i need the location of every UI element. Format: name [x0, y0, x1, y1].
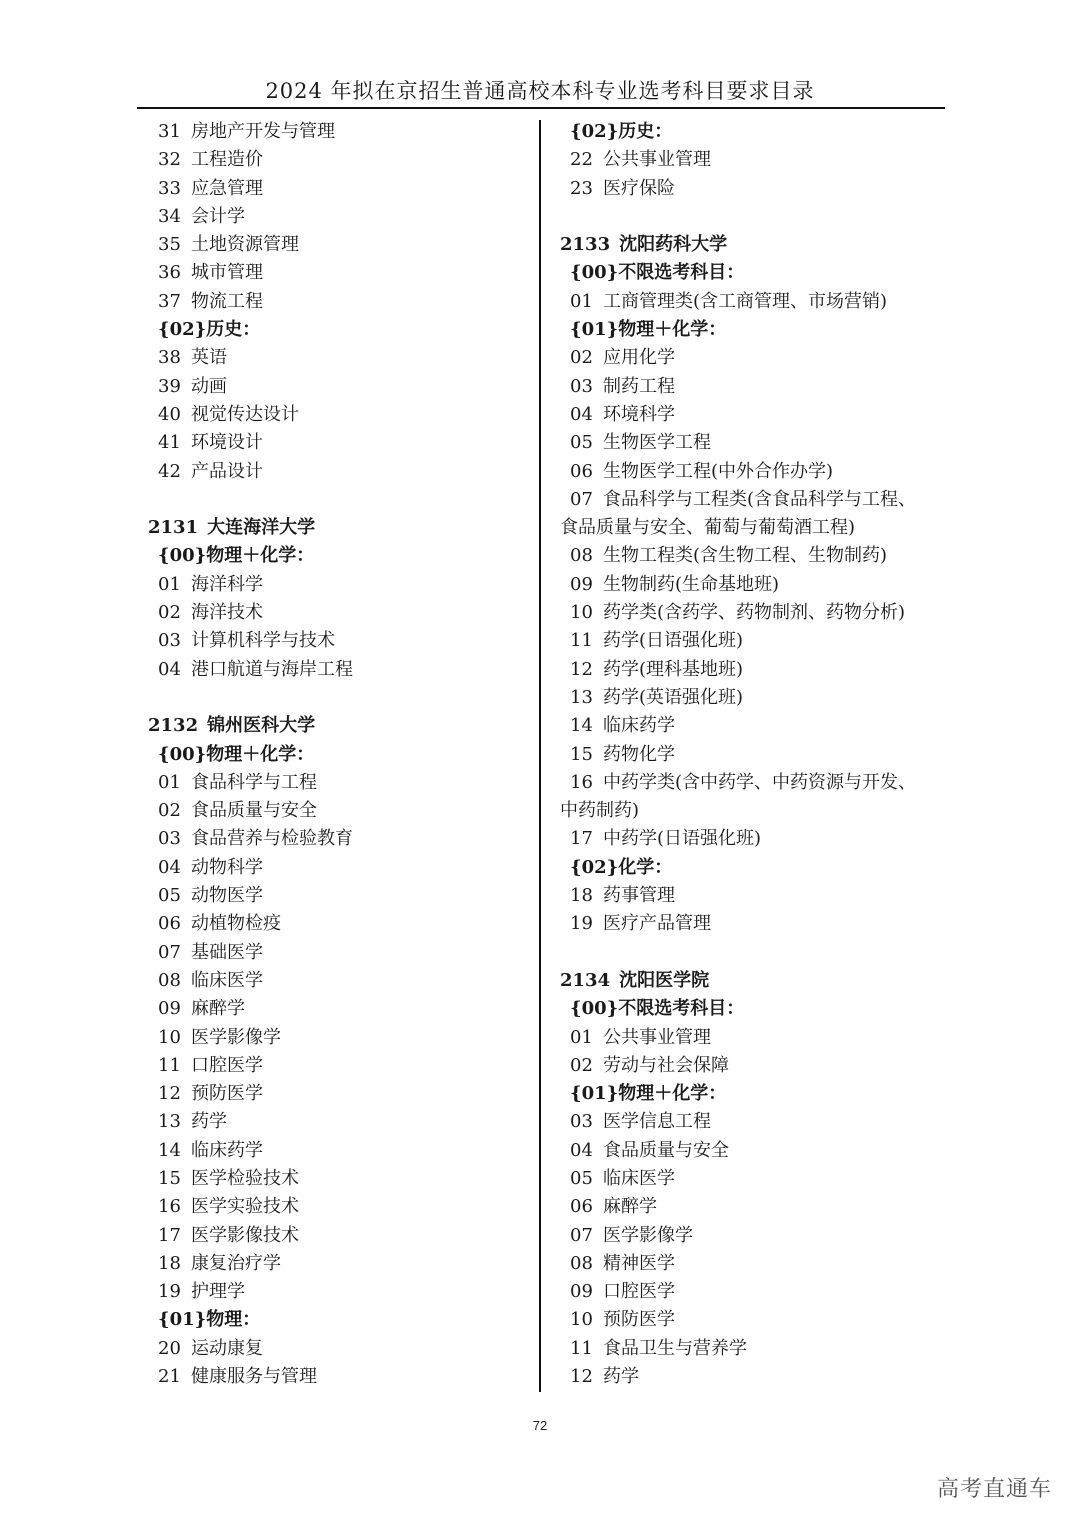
major-item — [560, 288, 945, 316]
major-code: 03 — [158, 630, 181, 652]
major-item — [148, 1080, 530, 1108]
major-code: 41 — [158, 432, 181, 454]
major-item — [148, 1052, 530, 1080]
major-name: 药学(英语强化班) — [603, 686, 744, 708]
major-name: 康复治疗学 — [191, 1252, 281, 1274]
major-code: 17 — [570, 828, 593, 850]
subject-requirement: {01}物理＋化学： — [570, 1083, 727, 1105]
school-heading — [148, 514, 530, 542]
major-name: 护理学 — [191, 1281, 245, 1303]
right-column — [560, 118, 945, 1391]
major-name: 医学信息工程 — [603, 1111, 711, 1133]
subject-requirement: {00}物理＋化学： — [158, 545, 315, 567]
major-name: 英语 — [191, 347, 227, 369]
major-name: 生物医学工程 — [603, 432, 711, 454]
major-code: 33 — [158, 177, 181, 199]
major-item — [560, 1222, 945, 1250]
major-item — [560, 882, 945, 910]
major-name: 中药学(日语强化班) — [603, 828, 762, 850]
major-name: 劳动与社会保障 — [603, 1054, 729, 1076]
school-code: 2134 — [560, 969, 611, 991]
major-item — [148, 769, 530, 797]
major-code: 31 — [158, 121, 181, 142]
major-item — [560, 910, 945, 938]
major-item — [560, 175, 945, 203]
major-name: 临床医学 — [191, 969, 263, 991]
major-name: 医学影像学 — [603, 1224, 693, 1246]
school-heading — [148, 712, 530, 740]
major-code: 34 — [158, 205, 181, 227]
major-code: 11 — [570, 1337, 593, 1359]
major-code: 04 — [570, 1139, 593, 1161]
page-title: 2024 年拟在京招生普通高校本科专业选考科目要求目录 — [265, 79, 815, 103]
subject-requirement: {01}物理： — [158, 1309, 261, 1331]
major-name: 港口航道与海岸工程 — [191, 658, 353, 680]
major-name: 口腔医学 — [603, 1281, 675, 1303]
major-code: 12 — [570, 1366, 593, 1388]
major-item — [148, 1363, 530, 1391]
major-name: 应用化学 — [603, 347, 675, 369]
major-item — [148, 118, 530, 146]
major-item — [148, 1137, 530, 1165]
major-item — [148, 854, 530, 882]
major-code: 09 — [158, 998, 181, 1020]
major-code: 15 — [570, 743, 593, 765]
major-code: 18 — [570, 885, 593, 907]
major-name: 生物制药(生命基地班) — [603, 573, 780, 595]
major-continuation: 食品质量与安全、葡萄与葡萄酒工程) — [560, 517, 856, 539]
left-column — [148, 118, 530, 1391]
major-code: 04 — [158, 658, 181, 680]
major-item — [560, 1165, 945, 1193]
page-number: 72 — [532, 1418, 548, 1433]
major-name: 临床药学 — [603, 715, 675, 737]
major-code: 39 — [158, 375, 181, 397]
major-code: 08 — [570, 1252, 593, 1274]
major-name: 制药工程 — [603, 375, 675, 397]
major-item — [148, 571, 530, 599]
major-code: 11 — [570, 630, 593, 652]
major-code: 08 — [158, 969, 181, 991]
major-item — [148, 825, 530, 853]
major-item — [560, 429, 945, 457]
school-name: 沈阳医学院 — [619, 969, 710, 991]
major-item — [560, 825, 945, 853]
major-name: 产品设计 — [191, 460, 263, 482]
major-code: 13 — [158, 1111, 181, 1133]
major-item — [560, 1193, 945, 1221]
major-item — [560, 1137, 945, 1165]
major-name: 药学类(含药学、药物制剂、药物分析) — [603, 602, 906, 624]
major-name: 公共事业管理 — [603, 1026, 711, 1048]
subject-requirement: {02}历史： — [158, 319, 261, 341]
major-name: 食品营养与检验教育 — [191, 828, 353, 850]
major-code: 36 — [158, 262, 181, 284]
major-code: 17 — [158, 1224, 181, 1246]
major-item — [560, 599, 945, 627]
major-code: 15 — [158, 1167, 181, 1189]
major-code: 32 — [158, 149, 181, 171]
major-code: 16 — [158, 1196, 181, 1218]
major-code: 04 — [570, 403, 593, 425]
blank-line — [560, 939, 945, 967]
major-code: 08 — [570, 545, 593, 567]
major-code: 05 — [158, 885, 181, 907]
major-name: 医学影像学 — [191, 1026, 281, 1048]
major-item — [560, 1363, 945, 1391]
major-code: 10 — [158, 1026, 181, 1048]
major-item — [148, 1193, 530, 1221]
major-name: 海洋技术 — [191, 602, 263, 624]
major-name: 药事管理 — [603, 885, 675, 907]
major-name: 物流工程 — [191, 290, 263, 312]
major-item — [560, 571, 945, 599]
school-name: 沈阳药科大学 — [619, 234, 728, 256]
major-code: 10 — [570, 602, 593, 624]
major-code: 02 — [158, 602, 181, 624]
subject-requirement: {02}历史： — [570, 121, 673, 142]
major-code: 03 — [570, 1111, 593, 1133]
major-name: 医学实验技术 — [191, 1196, 299, 1218]
major-code: 09 — [570, 573, 593, 595]
major-item — [148, 175, 530, 203]
major-code: 07 — [570, 1224, 593, 1246]
major-name: 药学 — [603, 1366, 639, 1388]
major-code: 07 — [570, 488, 593, 510]
major-name: 预防医学 — [191, 1083, 263, 1105]
major-code: 19 — [570, 913, 593, 935]
major-item — [148, 458, 530, 486]
major-item — [148, 656, 530, 684]
major-name: 中药学类(含中药学、中药资源与开发、 — [603, 771, 917, 793]
major-item — [148, 259, 530, 287]
major-name: 动画 — [191, 375, 227, 397]
major-code: 14 — [158, 1139, 181, 1161]
major-name: 食品质量与安全 — [191, 800, 317, 822]
major-name: 医学检验技术 — [191, 1167, 299, 1189]
major-name: 动植物检疫 — [191, 913, 281, 935]
major-code: 06 — [158, 913, 181, 935]
major-code: 12 — [570, 658, 593, 680]
major-name: 麻醉学 — [191, 998, 245, 1020]
major-code: 02 — [570, 1054, 593, 1076]
major-item — [560, 458, 945, 486]
major-name: 医疗产品管理 — [603, 913, 711, 935]
major-code: 22 — [570, 149, 593, 171]
major-name: 环境科学 — [603, 403, 675, 425]
major-item — [148, 288, 530, 316]
major-code: 05 — [570, 432, 593, 454]
school-code: 2133 — [560, 234, 611, 256]
major-name: 动物医学 — [191, 885, 263, 907]
major-code: 03 — [158, 828, 181, 850]
major-item — [560, 1306, 945, 1334]
major-code: 03 — [570, 375, 593, 397]
major-item — [148, 967, 530, 995]
major-code: 12 — [158, 1083, 181, 1105]
major-continuation: 中药制药) — [560, 800, 640, 822]
major-name: 土地资源管理 — [191, 234, 299, 256]
major-name: 海洋科学 — [191, 573, 263, 595]
major-code: 01 — [570, 1026, 593, 1048]
major-code: 05 — [570, 1167, 593, 1189]
major-item — [148, 146, 530, 174]
major-item — [560, 401, 945, 429]
major-item — [148, 429, 530, 457]
major-code: 02 — [570, 347, 593, 369]
major-code: 40 — [158, 403, 181, 425]
major-name: 口腔医学 — [191, 1054, 263, 1076]
major-item — [148, 882, 530, 910]
major-code: 20 — [158, 1337, 181, 1359]
major-code: 07 — [158, 941, 181, 963]
major-code: 21 — [158, 1366, 181, 1388]
major-item — [148, 344, 530, 372]
major-name: 食品卫生与营养学 — [603, 1337, 747, 1359]
major-item — [560, 486, 945, 514]
major-item — [560, 1024, 945, 1052]
major-code: 16 — [570, 771, 593, 793]
school-code: 2132 — [148, 715, 199, 737]
school-heading — [560, 231, 945, 259]
major-code: 06 — [570, 1196, 593, 1218]
major-name: 动物科学 — [191, 856, 263, 878]
major-item — [148, 627, 530, 655]
column-divider — [539, 120, 541, 1392]
major-name: 计算机科学与技术 — [191, 630, 335, 652]
major-code: 42 — [158, 460, 181, 482]
major-item — [560, 344, 945, 372]
watermark: 高考直通车 — [936, 1477, 1052, 1502]
major-item — [148, 1108, 530, 1136]
major-item — [148, 1165, 530, 1193]
major-item — [560, 769, 945, 797]
major-code: 10 — [570, 1309, 593, 1331]
major-code: 02 — [158, 800, 181, 822]
major-name: 预防医学 — [603, 1309, 675, 1331]
major-name: 工商管理类(含工商管理、市场营销) — [603, 290, 888, 312]
major-item — [148, 995, 530, 1023]
major-item — [148, 797, 530, 825]
school-code: 2131 — [148, 517, 199, 539]
major-name: 应急管理 — [191, 177, 263, 199]
major-name: 食品质量与安全 — [603, 1139, 729, 1161]
major-name: 环境设计 — [191, 432, 263, 454]
major-item — [148, 373, 530, 401]
major-name: 精神医学 — [603, 1252, 675, 1274]
subject-requirement: {00}不限选考科目： — [570, 998, 745, 1020]
major-item — [560, 373, 945, 401]
major-code: 06 — [570, 460, 593, 482]
major-item — [560, 1052, 945, 1080]
major-name: 运动康复 — [191, 1337, 263, 1359]
major-code: 09 — [570, 1281, 593, 1303]
major-item — [560, 656, 945, 684]
major-name: 药学(理科基地班) — [603, 658, 744, 680]
major-code: 01 — [570, 290, 593, 312]
subject-requirement: {01}物理＋化学： — [570, 319, 727, 341]
major-name: 临床药学 — [191, 1139, 263, 1161]
major-code: 04 — [158, 856, 181, 878]
major-code: 14 — [570, 715, 593, 737]
major-item — [560, 542, 945, 570]
major-item — [560, 1108, 945, 1136]
major-item — [560, 1278, 945, 1306]
major-code: 38 — [158, 347, 181, 369]
blank-line — [560, 203, 945, 231]
major-item — [148, 599, 530, 627]
major-name: 公共事业管理 — [603, 149, 711, 171]
major-item — [148, 1024, 530, 1052]
major-item — [148, 910, 530, 938]
school-name: 锦州医科大学 — [207, 715, 316, 737]
blank-line — [148, 486, 530, 514]
major-name: 食品科学与工程类(含食品科学与工程、 — [603, 488, 917, 510]
subject-requirement: {00}物理＋化学： — [158, 743, 315, 765]
major-item — [560, 712, 945, 740]
major-item — [560, 684, 945, 712]
blank-line — [148, 684, 530, 712]
major-name: 基础医学 — [191, 941, 263, 963]
school-name: 大连海洋大学 — [207, 517, 316, 539]
major-name: 药学 — [191, 1111, 227, 1133]
major-item — [560, 1250, 945, 1278]
major-code: 35 — [158, 234, 181, 256]
major-name: 会计学 — [191, 205, 245, 227]
major-name: 工程造价 — [191, 149, 263, 171]
major-item — [148, 231, 530, 259]
major-name: 药学(日语强化班) — [603, 630, 744, 652]
major-code: 11 — [158, 1054, 181, 1076]
major-item — [560, 627, 945, 655]
major-item — [148, 1222, 530, 1250]
major-name: 食品科学与工程 — [191, 771, 317, 793]
major-code: 23 — [570, 177, 593, 199]
major-item — [148, 1335, 530, 1363]
major-item — [148, 1278, 530, 1306]
major-code: 01 — [158, 573, 181, 595]
major-item — [148, 1250, 530, 1278]
major-item — [148, 939, 530, 967]
major-name: 生物工程类(含生物工程、生物制药) — [603, 545, 888, 567]
major-code: 13 — [570, 686, 593, 708]
major-name: 医学影像技术 — [191, 1224, 299, 1246]
major-item — [560, 1335, 945, 1363]
major-code: 18 — [158, 1252, 181, 1274]
school-heading — [560, 967, 945, 995]
subject-requirement: {00}不限选考科目： — [570, 262, 745, 284]
major-name: 城市管理 — [191, 262, 263, 284]
subject-requirement: {02}化学： — [570, 856, 673, 878]
major-name: 生物医学工程(中外合作办学) — [603, 460, 834, 482]
major-item — [560, 741, 945, 769]
major-name: 临床医学 — [603, 1167, 675, 1189]
major-code: 01 — [158, 771, 181, 793]
major-code: 19 — [158, 1281, 181, 1303]
major-code: 37 — [158, 290, 181, 312]
title-rule — [137, 107, 945, 109]
major-item — [148, 203, 530, 231]
major-item — [148, 401, 530, 429]
major-name: 健康服务与管理 — [191, 1366, 317, 1388]
major-name: 房地产开发与管理 — [191, 121, 335, 142]
major-name: 视觉传达设计 — [191, 403, 299, 425]
major-name: 麻醉学 — [603, 1196, 657, 1218]
major-item — [560, 146, 945, 174]
major-name: 药物化学 — [603, 743, 675, 765]
major-name: 医疗保险 — [603, 177, 675, 199]
